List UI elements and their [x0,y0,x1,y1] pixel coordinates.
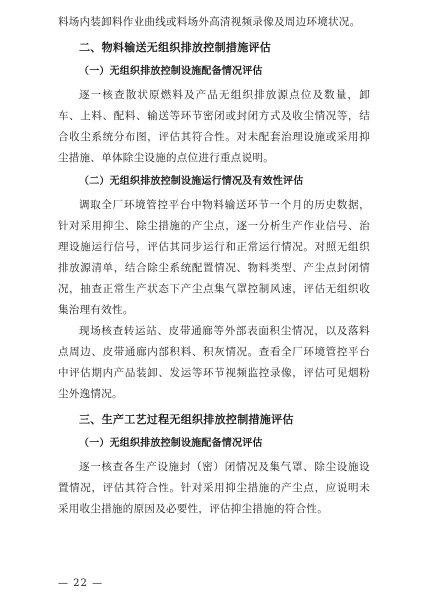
page-number: — 22 — [58,578,104,589]
paragraph-continuation: 料场内装卸料作业曲线或料场外高清视频录像及周边环境状况。 [58,16,361,28]
document-page [58,12,370,520]
section-heading-3: 三、生产工艺过程无组织排放控制措施评估 [79,413,294,426]
subsection-heading-3-1: （一）无组织排放控制设施配备情况评估 [79,438,263,449]
paragraph-2-2-a: 调取全厂环境管控平台中物料输送环节一个月的历史数据，针对采用抑尘、除尘措施的产尘点，逐一分析生产作业信号、治理设施运行信号，评估其同步运行和正常运行情况。对照无组织排放源清单，结合除尘系统配置情况、物料类型、产尘点封闭情况，抽查正常生产状态下产尘点集气罩控制风速，评估无组织收集治理有效性。 [58,199,370,316]
section-heading-2: 二、物料输送无组织排放控制措施评估 [79,41,272,54]
subsection-heading-2-2: （二）无组织排放控制设施运行情况及有效性评估 [79,176,304,187]
paragraph-2-1: 逐一核查散状原燃料及产品无组织排放源点位及数量，卸车、上料、配料、输送等环节密闭或封闭方式及收尘情况等，结合收尘系统分布图，评估其符合性。对未配套治理设施或采用抑尘措施、单体除尘设施的点位进行重点说明。 [58,89,370,164]
subsection-heading-2-1: （一）无组织排放控制设施配备情况评估 [79,66,263,77]
paragraph-3-1: 逐一核查各生产设施封（密）闭情况及集气罩、除尘设施设置情况，评估其符合性。针对采用抑尘措施的产尘点，应说明未采用收尘措施的原因及必要性，评估抑尘措施的符合性。 [58,461,370,515]
paragraph-2-2-b: 现场核查转运站、皮带通廊等外部表面积尘情况，以及落料点周边、皮带通廊内部积料、积灰情况。查看全厂环境管控平台中评估期内产品装卸、发运等环节视频监控录像，评估可见烟粉尘外逸情况。 [58,325,370,400]
